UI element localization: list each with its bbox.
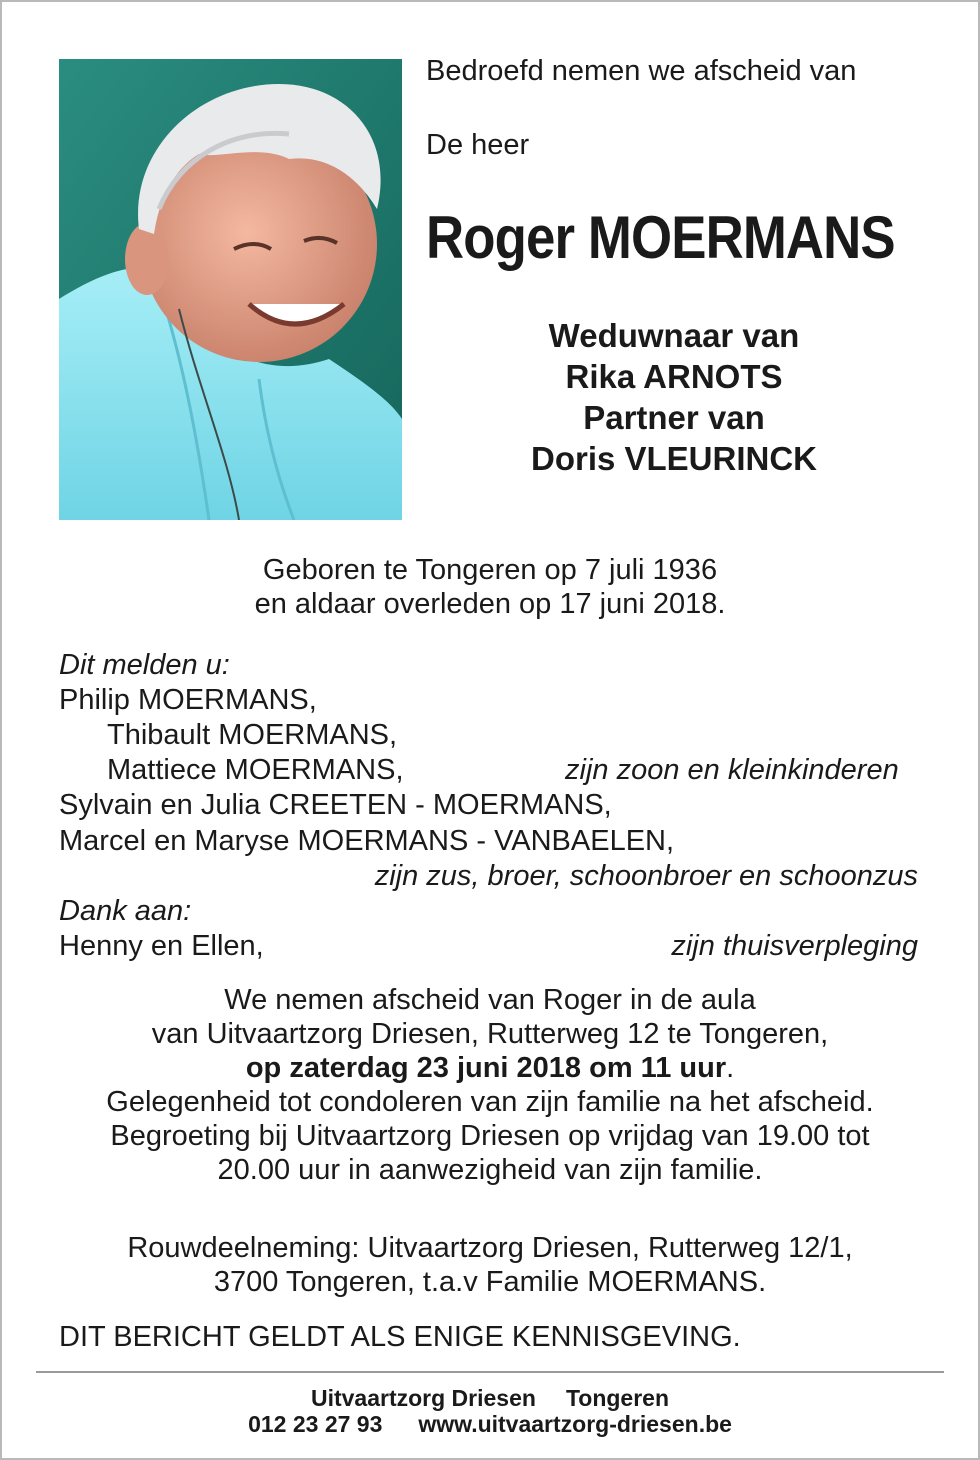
deceased-name: Roger MOERMANS [426,204,895,271]
ceremony-line: Begroeting bij Uitvaartzorg Driesen op vrijdag van 19.00 tot [110,1120,870,1152]
relation-widower-label: Weduwnaar van [548,317,800,354]
ceremony-block [2,983,978,1187]
thanks-names: Henny en Ellen, [59,930,264,962]
footer-line-2 [2,1411,978,1437]
condolence-line: Rouwdeelneming: Uitvaartzorg Driesen, Rutterweg 12/1, [127,1232,853,1264]
ceremony-line: We nemen afscheid van Roger in de aula [224,984,756,1016]
death-line: en aldaar overleden op 17 juni 2018. [254,588,726,620]
family-member: Mattiece MOERMANS, [107,754,404,786]
portrait-photo [59,59,402,520]
intro-text: Bedroefd nemen we afscheid van [426,55,857,87]
ceremony-line: 20.00 uur in aanwezigheid van zijn familie. [217,1154,763,1186]
funeral-home-website[interactable]: www.uitvaartzorg-driesen.be [418,1411,732,1437]
funeral-home-footer [2,1385,978,1437]
announcers-heading: Dit melden u: [59,649,230,681]
relation-partner-label: Partner van [583,399,765,436]
children-role: zijn zoon en kleinkinderen [565,754,899,786]
funeral-home-phone: 012 23 27 93 [248,1411,383,1437]
ceremony-line: van Uitvaartzorg Driesen, Rutterweg 12 te Tongeren, [151,1018,829,1050]
honorific: De heer [426,129,530,161]
family-member: Thibault MOERMANS, [107,719,398,751]
family-member: Marcel en Maryse MOERMANS - VANBAELEN, [59,825,675,857]
condolence-address-block [2,1231,978,1299]
thanks-heading: Dank aan: [59,895,192,927]
relation-spouse-name: Rika ARNOTS [565,358,783,395]
thanks-role: zijn thuisverpleging [671,930,918,962]
ceremony-date-line [2,1051,978,1085]
family-member: Philip MOERMANS, [59,684,317,716]
birth-line: Geboren te Tongeren op 7 juli 1936 [262,554,718,586]
footer-divider [36,1371,944,1373]
family-member: Sylvain en Julia CREETEN - MOERMANS, [59,789,612,821]
ceremony-date: op zaterdag 23 juni 2018 om 11 uur [245,1052,727,1084]
siblings-role: zijn zus, broer, schoonbroer en schoonzus [374,860,918,892]
funeral-home-name: Uitvaartzorg Driesen [310,1385,536,1411]
funeral-home-city: Tongeren [565,1385,670,1411]
footer-line-1 [2,1385,978,1411]
relation-partner-name: Doris VLEURINCK [530,440,818,477]
ceremony-line: Gelegenheid tot condoleren van zijn familie na het afscheid. [106,1086,874,1118]
birth-death-block [2,553,978,621]
notice-text: DIT BERICHT GELDT ALS ENIGE KENNISGEVING. [59,1321,741,1353]
condolence-line: 3700 Tongeren, t.a.v Familie MOERMANS. [213,1266,767,1298]
ceremony-date-end: . [726,1052,735,1084]
relations-block [424,315,924,479]
